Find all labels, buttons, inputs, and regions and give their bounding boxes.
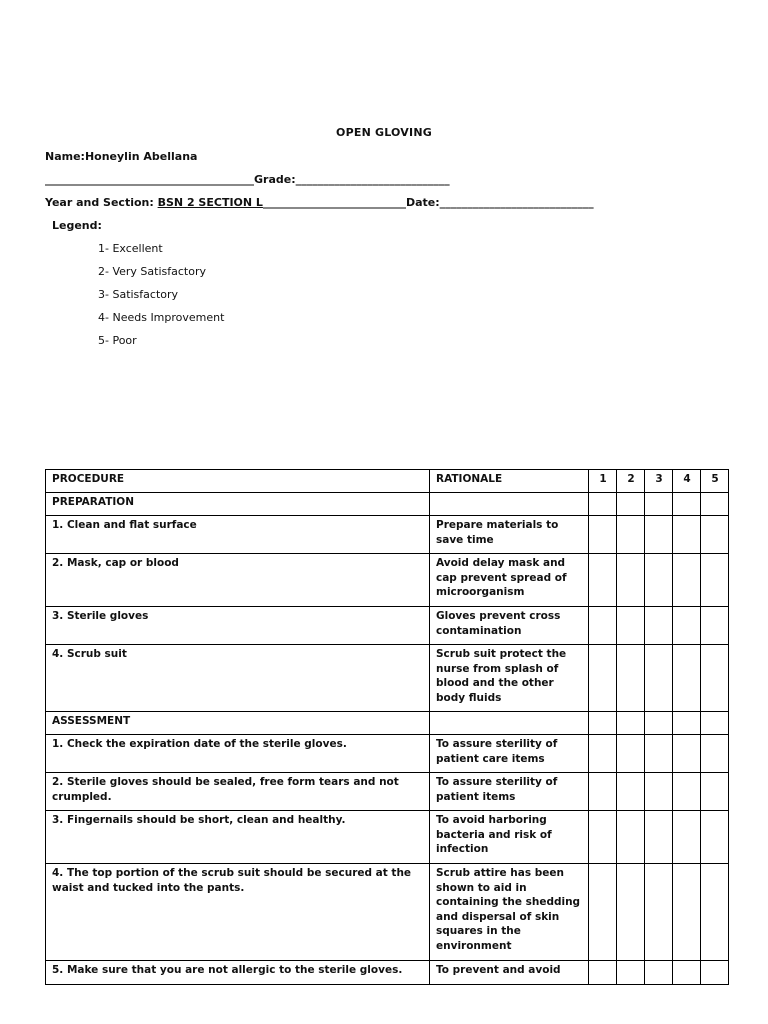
score-cell[interactable]: [645, 645, 673, 712]
score-cell[interactable]: [645, 773, 673, 811]
score-cell[interactable]: [701, 607, 729, 645]
procedure-cell: 3. Fingernails should be short, clean and healthy.: [46, 811, 430, 864]
rationale-cell: To avoid harboring bacteria and risk of infection: [430, 811, 589, 864]
header-score-1: 1: [589, 470, 617, 493]
score-cell[interactable]: [617, 516, 645, 554]
grade-line: [45, 173, 450, 186]
score-cell[interactable]: [617, 811, 645, 864]
rationale-cell: To prevent and avoid: [430, 961, 589, 985]
rubric-table: [45, 469, 729, 985]
score-cell[interactable]: [673, 864, 701, 961]
score-cell[interactable]: [645, 607, 673, 645]
table-row: [46, 811, 729, 864]
legend-item: 4- Needs Improvement: [98, 311, 225, 324]
score-cell[interactable]: [701, 712, 729, 735]
score-cell[interactable]: [589, 864, 617, 961]
score-cell[interactable]: [589, 645, 617, 712]
grade-blank: _________: [45, 173, 95, 186]
rationale-cell: Prepare materials to save time: [430, 516, 589, 554]
score-cell[interactable]: [701, 554, 729, 607]
procedure-cell: 2. Sterile gloves should be sealed, free form tears and not crumpled.: [46, 773, 430, 811]
score-cell[interactable]: [673, 645, 701, 712]
score-cell[interactable]: [589, 735, 617, 773]
legend-item: 5- Poor: [98, 334, 137, 347]
legend-item: 2- Very Satisfactory: [98, 265, 206, 278]
year-section-line: [45, 196, 594, 209]
rationale-cell: [430, 712, 589, 735]
rationale-cell: Avoid delay mask and cap prevent spread of microorganism: [430, 554, 589, 607]
score-cell[interactable]: [645, 864, 673, 961]
date-label: __________________________Date:____________________________: [262, 196, 594, 209]
table-row: [46, 735, 729, 773]
table-row: [46, 961, 729, 985]
score-cell[interactable]: [645, 712, 673, 735]
score-cell[interactable]: [589, 516, 617, 554]
header-score-3: 3: [645, 470, 673, 493]
table-row: [46, 554, 729, 607]
procedure-cell: 1. Check the expiration date of the sterile gloves.: [46, 735, 430, 773]
score-cell[interactable]: [673, 493, 701, 516]
section-heading: PREPARATION: [46, 493, 430, 516]
year-section-label: Year and Section:: [45, 196, 158, 209]
score-cell[interactable]: [645, 493, 673, 516]
rationale-cell: Scrub attire has been shown to aid in containing the shedding and dispersal of skin squares in the environment: [430, 864, 589, 961]
score-cell[interactable]: [617, 712, 645, 735]
page-title: OPEN GLOVING: [336, 126, 432, 139]
score-cell[interactable]: [617, 493, 645, 516]
score-cell[interactable]: [589, 554, 617, 607]
score-cell[interactable]: [673, 735, 701, 773]
score-cell[interactable]: [701, 961, 729, 985]
score-cell[interactable]: [645, 811, 673, 864]
table-row: [46, 493, 729, 516]
score-cell[interactable]: [617, 554, 645, 607]
rationale-cell: To assure sterility of patient items: [430, 773, 589, 811]
table-header-row: [46, 470, 729, 493]
score-cell[interactable]: [589, 493, 617, 516]
name-line: Name:Honeylin Abellana: [45, 150, 198, 163]
table-row: [46, 712, 729, 735]
rationale-cell: [430, 493, 589, 516]
score-cell[interactable]: [673, 712, 701, 735]
grade-label: _____________________________Grade:____________________________: [94, 173, 450, 186]
score-cell[interactable]: [701, 493, 729, 516]
header-score-5: 5: [701, 470, 729, 493]
score-cell[interactable]: [617, 773, 645, 811]
score-cell[interactable]: [589, 607, 617, 645]
legend-label: Legend:: [52, 219, 102, 232]
score-cell[interactable]: [701, 864, 729, 961]
table-row: [46, 645, 729, 712]
score-cell[interactable]: [589, 811, 617, 864]
procedure-cell: 2. Mask, cap or blood: [46, 554, 430, 607]
score-cell[interactable]: [589, 773, 617, 811]
table-row: [46, 516, 729, 554]
score-cell[interactable]: [701, 773, 729, 811]
procedure-cell: 4. Scrub suit: [46, 645, 430, 712]
score-cell[interactable]: [645, 961, 673, 985]
score-cell[interactable]: [701, 645, 729, 712]
score-cell[interactable]: [617, 864, 645, 961]
score-cell[interactable]: [589, 961, 617, 985]
rationale-cell: Gloves prevent cross contamination: [430, 607, 589, 645]
header-rationale: RATIONALE: [430, 470, 589, 493]
legend-item: 1- Excellent: [98, 242, 163, 255]
score-cell[interactable]: [645, 554, 673, 607]
rationale-cell: Scrub suit protect the nurse from splash of blood and the other body fluids: [430, 645, 589, 712]
score-cell[interactable]: [673, 773, 701, 811]
header-score-4: 4: [673, 470, 701, 493]
score-cell[interactable]: [617, 961, 645, 985]
procedure-cell: 4. The top portion of the scrub suit should be secured at the waist and tucked into the pants.: [46, 864, 430, 961]
score-cell[interactable]: [617, 645, 645, 712]
rationale-cell: To assure sterility of patient care items: [430, 735, 589, 773]
score-cell[interactable]: [645, 516, 673, 554]
score-cell[interactable]: [673, 516, 701, 554]
table-row: [46, 607, 729, 645]
score-cell[interactable]: [673, 607, 701, 645]
score-cell[interactable]: [673, 811, 701, 864]
score-cell[interactable]: [701, 516, 729, 554]
score-cell[interactable]: [589, 712, 617, 735]
procedure-cell: 5. Make sure that you are not allergic to the sterile gloves.: [46, 961, 430, 985]
score-cell[interactable]: [673, 961, 701, 985]
header-procedure: PROCEDURE: [46, 470, 430, 493]
section-heading: ASSESSMENT: [46, 712, 430, 735]
procedure-cell: 1. Clean and flat surface: [46, 516, 430, 554]
procedure-cell: 3. Sterile gloves: [46, 607, 430, 645]
year-section-value: BSN 2 SECTION L: [157, 196, 263, 209]
score-cell[interactable]: [673, 554, 701, 607]
header-score-2: 2: [617, 470, 645, 493]
legend-item: 3- Satisfactory: [98, 288, 179, 301]
score-cell[interactable]: [645, 735, 673, 773]
table-row: [46, 864, 729, 961]
score-cell[interactable]: [701, 735, 729, 773]
score-cell[interactable]: [701, 811, 729, 864]
score-cell[interactable]: [617, 607, 645, 645]
table-row: [46, 773, 729, 811]
score-cell[interactable]: [617, 735, 645, 773]
